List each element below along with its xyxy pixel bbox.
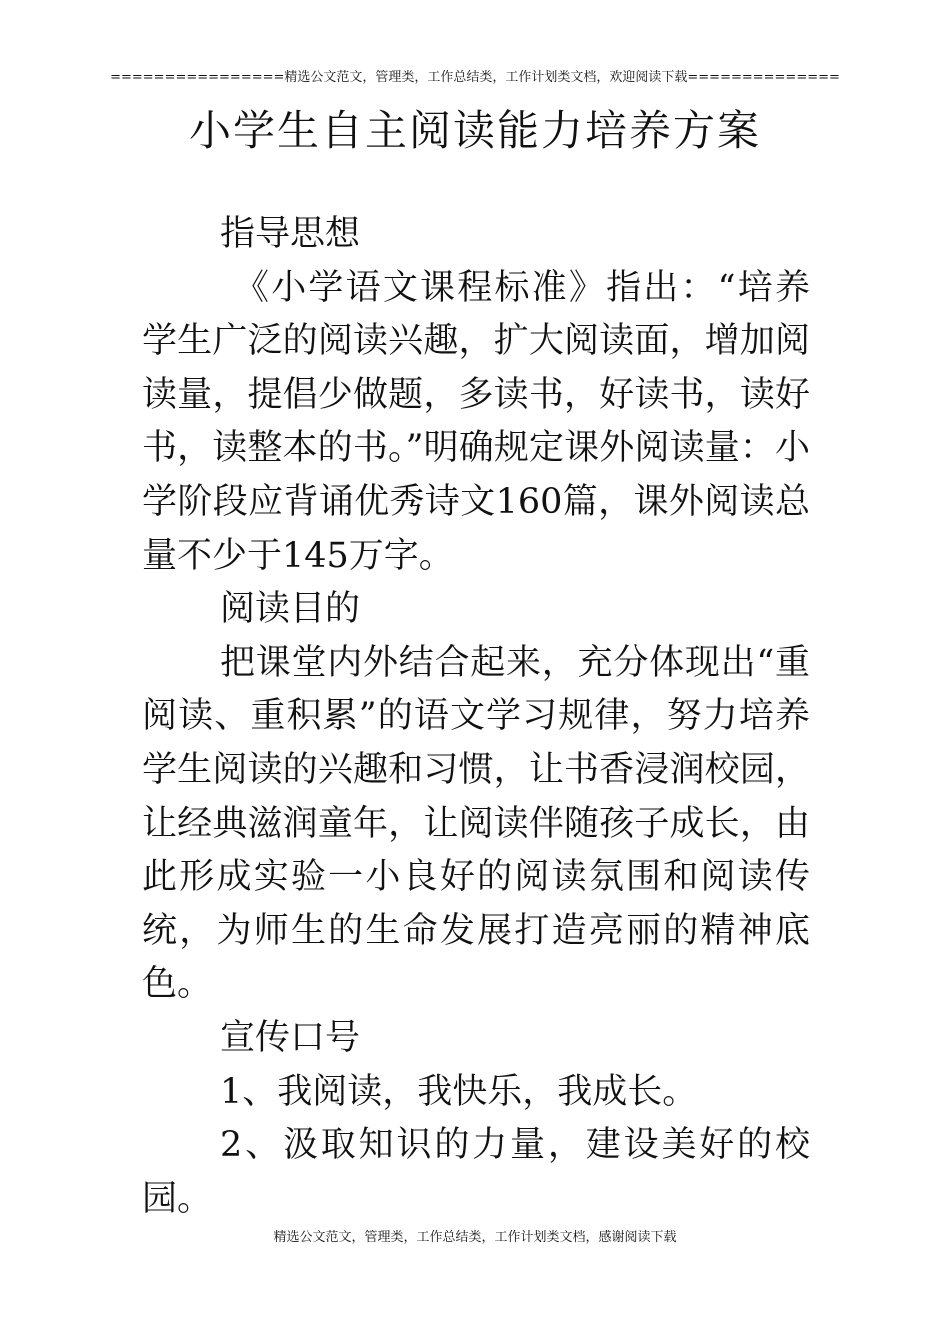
section-heading-slogans: 宣传口号 [220,1017,361,1058]
document-title: 小学生自主阅读能力培养方案 [188,106,761,155]
footer-banner: 精选公文范文，管理类，工作总结类，工作计划类文档，感谢阅读下载 [273,1230,677,1245]
section-heading-reading-purpose: 阅读目的 [220,589,361,630]
slogan-item-2: 2、汲取知识的力量，建设美好的校园。 [142,1125,810,1219]
paragraph-guiding-ideology: 《小学语文课程标准》指出：“培养学生广泛的阅读兴趣，扩大阅读面，增加阅读量，提倡少做题，多读书，好读书，读好书，读整本的书。”明确规定课外阅读量：小学阶段应背诵优秀诗文160篇，课外阅读总量不少于145万字。 [142,267,810,576]
document-body [142,208,810,1226]
section-heading-guiding-ideology: 指导思想 [220,214,361,254]
paragraph-reading-purpose: 把课堂内外结合起来，充分体现出“重阅读、重积累”的语文学习规律，努力培养学生阅读的兴趣和习惯，让书香浸润校园，让经典滋润童年，让阅读伴随孩子成长，由此形成实验一小良好的阅读氛围和阅读传统，为师生的生命发展打造亮丽的精神底色。 [142,642,810,1005]
slogan-item-1: 1、我阅读，我快乐，我成长。 [220,1071,698,1112]
header-banner: ================精选公文范文，管理类，工作总结类，工作计划类文档，欢迎阅读下载============== [110,70,840,85]
